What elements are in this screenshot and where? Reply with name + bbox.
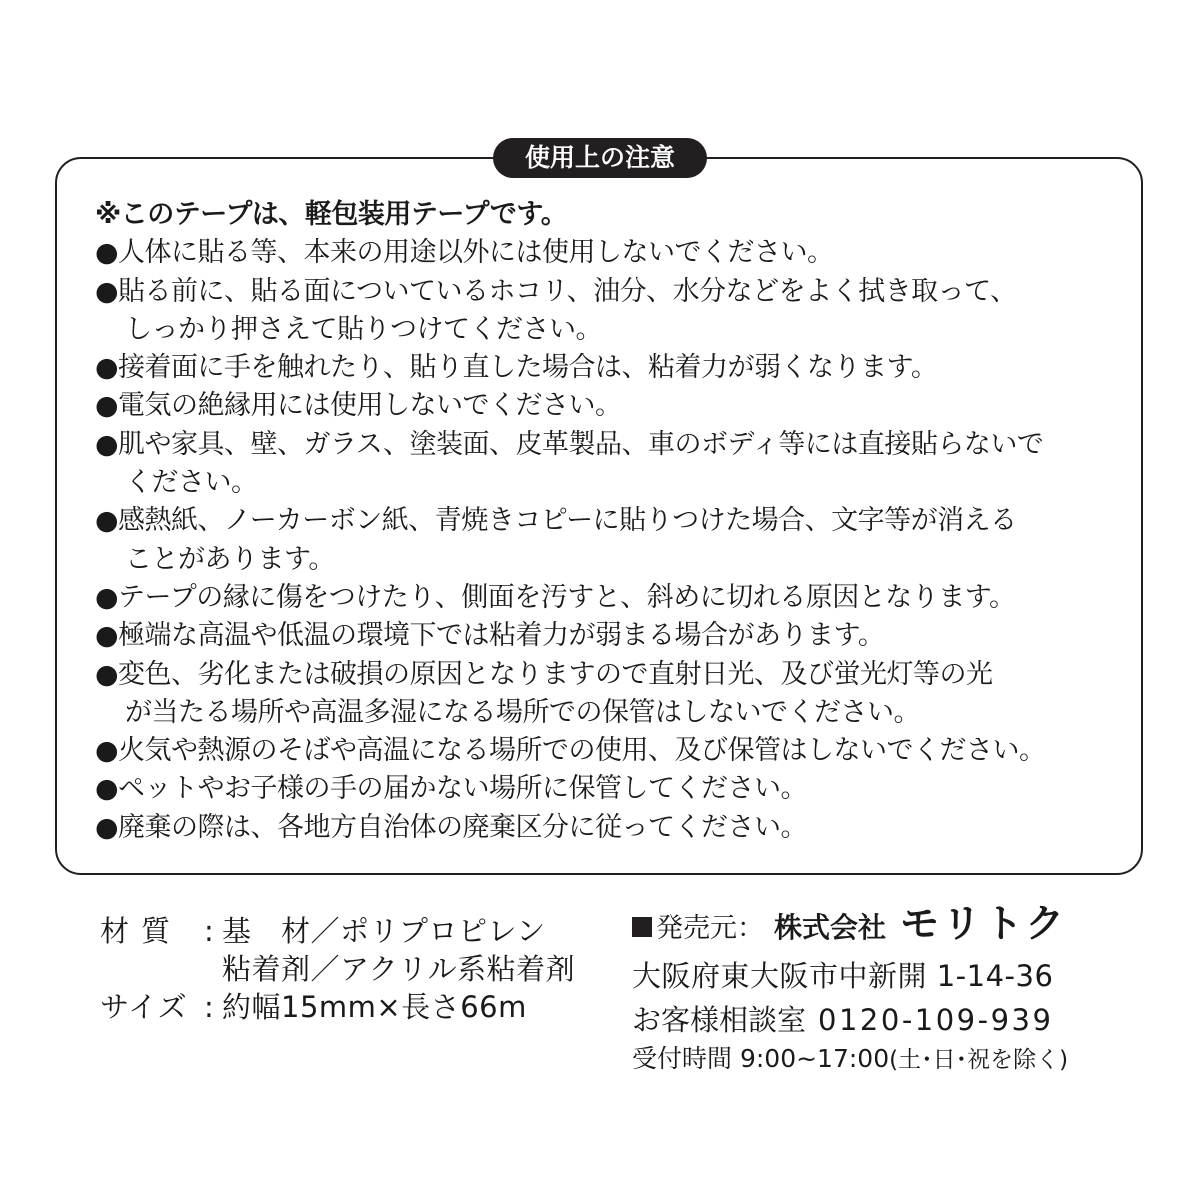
maker-hours-line — [632, 1042, 1068, 1077]
maker-address: 大阪府東大阪市中新開 1-14-36 — [632, 959, 1054, 993]
notice-item: ●火気や熱源のそばや高温になる場所での使用、及び保管はしないでください。 — [95, 735, 1046, 767]
notice-item: ●変色、劣化または破損の原因となりますので直射日光、及び蛍光灯等の光 — [95, 658, 993, 690]
maker-hours-value: 9:00~17:00 — [739, 1044, 890, 1073]
notice-item: ●肌や家具、壁、ガラス、塗装面、皮革製品、車のボディ等には直接貼らないで — [95, 428, 1044, 460]
spec-material-label: 材質 — [100, 914, 183, 948]
spec-size-row — [100, 988, 575, 1026]
notice-item-text: しっかり押さえて貼りつけてください。 — [125, 313, 602, 345]
notice-item-text: が当たる場所や高温多湿になる場所での保管はしないでください。 — [125, 696, 920, 728]
spec-size-label: サイズ — [100, 990, 188, 1024]
maker-block — [632, 900, 1068, 1077]
notice-title: 使用上の注意 — [493, 138, 707, 178]
square-bullet-icon — [632, 917, 652, 937]
spec-material-row — [100, 912, 575, 950]
notice-item: ●電気の絶縁用には使用しないでください。 — [95, 390, 622, 422]
maker-phone-line — [632, 998, 1068, 1042]
notice-item: ●テープの縁に傷をつけたり、側面を汚すと、斜めに切れる原因となります。 — [95, 581, 1016, 613]
maker-phone: 0120-109-939 — [818, 1003, 1054, 1037]
maker-hours-label: 受付時間 — [632, 1044, 733, 1073]
notice-item-continuation — [95, 311, 1125, 349]
maker-seller-line — [632, 900, 1068, 954]
notice-item: ●人体に貼る等、本来の用途以外には使用しないでください。 — [95, 237, 834, 269]
maker-hours-note: (土･日･祝を除く) — [889, 1047, 1069, 1073]
notice-item-continuation — [95, 541, 1125, 579]
spec-colon: : — [204, 914, 215, 948]
notice-lead: ※このテープは、軽包装用テープです。 — [95, 199, 568, 230]
spec-block — [100, 912, 575, 1026]
spec-material-base: 基 材／ポリプロピレン — [222, 914, 546, 948]
notice-item: ●ペットやお子様の手の届かない場所に保管してください。 — [95, 773, 808, 805]
maker-support-label: お客様相談室 — [632, 1003, 807, 1037]
maker-brand: モリトク — [900, 902, 1068, 947]
spec-adhesive-row — [100, 950, 575, 988]
spec-colon: : — [204, 990, 215, 1024]
notice-item: ●感熱紙、ノーカーボン紙、青焼きコピーに貼りつけた場合、文字等が消える — [95, 505, 1017, 537]
notice-item: ●接着面に手を触れたり、貼り直した場合は、粘着力が弱くなります。 — [95, 352, 938, 384]
maker-company: 株式会社 — [774, 911, 887, 944]
notice-item-text: ことがあります。 — [125, 543, 335, 575]
notice-item-continuation — [95, 694, 1125, 732]
notice-list — [95, 196, 1125, 847]
spec-size-value: 約幅15mm×長さ66m — [222, 990, 527, 1024]
spec-material-adhesive: 粘着剤／アクリル系粘着剤 — [222, 952, 576, 986]
notice-item: ●極端な高温や低温の環境下では粘着力が弱まる場合があります。 — [95, 620, 885, 652]
maker-seller-label: 発売元： — [656, 913, 764, 944]
notice-item-text: ください。 — [125, 467, 258, 499]
notice-item: ●廃棄の際は、各地方自治体の廃棄区分に従ってください。 — [95, 811, 808, 843]
notice-item-continuation — [95, 464, 1125, 502]
notice-item: ●貼る前に、貼る面についているホコリ、油分、水分などをよく拭き取って、 — [95, 275, 1017, 307]
